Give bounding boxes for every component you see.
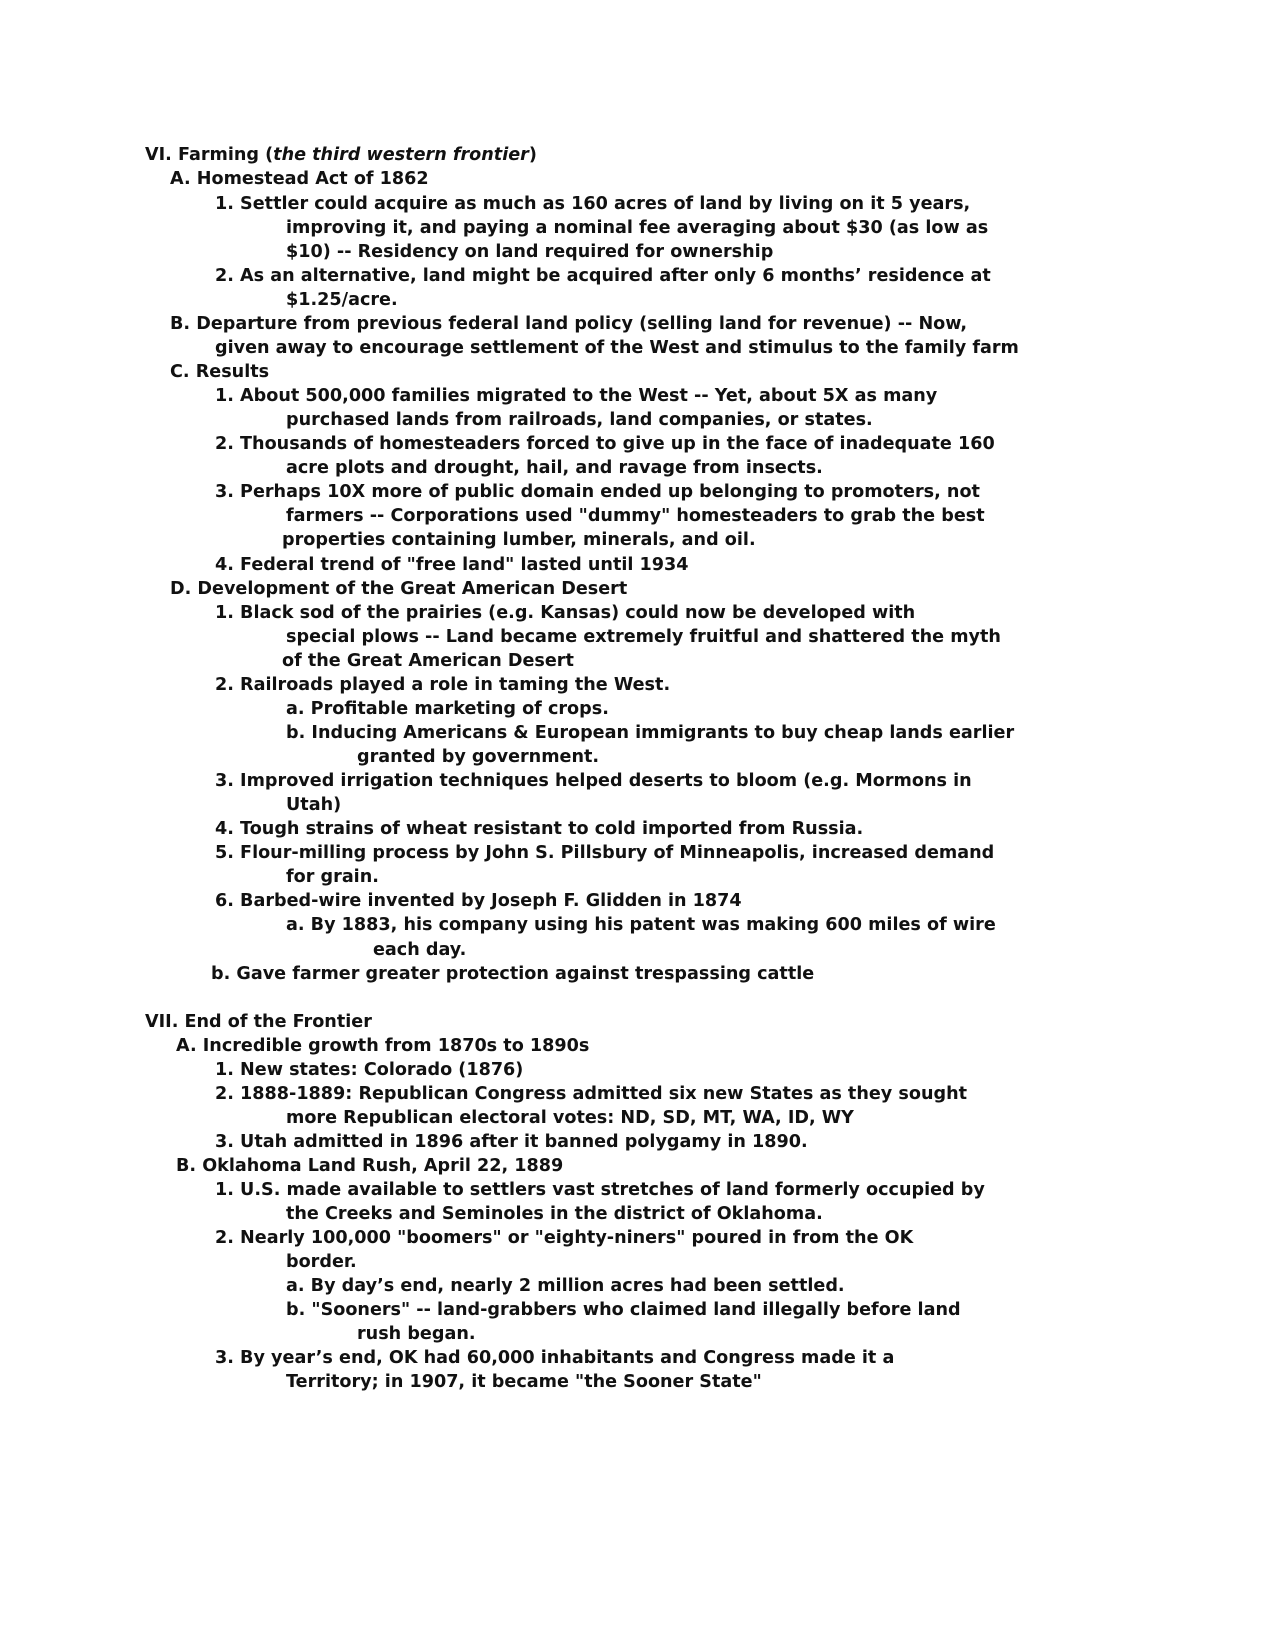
outline-item: 1. About 500,000 families migrated to the West -- Yet, about 5X as many <box>215 386 938 406</box>
outline-item: B. Oklahoma Land Rush, April 22, 1889 <box>176 1156 564 1176</box>
outline-item-continuation: for grain. <box>286 867 379 887</box>
outline-item-continuation: the Creeks and Seminoles in the district of Oklahoma. <box>286 1204 823 1224</box>
outline-item: 3. Improved irrigation techniques helped deserts to bloom (e.g. Mormons in <box>215 771 972 791</box>
outline-item: b. Gave farmer greater protection against trespassing cattle <box>211 964 815 984</box>
outline-item: 2. Railroads played a role in taming the West. <box>215 675 671 695</box>
outline-item-continuation: border. <box>286 1252 357 1272</box>
outline-item: 1. Settler could acquire as much as 160 acres of land by living on it 5 years, <box>215 194 971 214</box>
outline-item-continuation: of the Great American Desert <box>282 651 574 671</box>
outline-item: A. Incredible growth from 1870s to 1890s <box>176 1036 590 1056</box>
outline-item-continuation: farmers -- Corporations used "dummy" homesteaders to grab the best <box>286 506 985 526</box>
outline-item: A. Homestead Act of 1862 <box>170 169 429 189</box>
outline-item-continuation: Utah) <box>286 795 342 815</box>
outline-item: a. Profitable marketing of crops. <box>286 699 609 719</box>
outline-item: 3. Perhaps 10X more of public domain ended up belonging to promoters, not <box>215 482 980 502</box>
outline-item-continuation: rush began. <box>357 1324 476 1344</box>
outline-item-continuation: more Republican electoral votes: ND, SD, MT, WA, ID, WY <box>286 1108 854 1128</box>
outline-item: 3. Utah admitted in 1896 after it banned polygamy in 1890. <box>215 1132 808 1152</box>
heading-italic-text: the third western frontier <box>273 145 529 165</box>
outline-item: b. "Sooners" -- land-grabbers who claimed land illegally before land <box>286 1300 961 1320</box>
outline-item-continuation: given away to encourage settlement of the West and stimulus to the family farm <box>215 338 1019 358</box>
outline-item: 5. Flour-milling process by John S. Pillsbury of Minneapolis, increased demand <box>215 843 995 863</box>
outline-item-continuation: improving it, and paying a nominal fee averaging about $30 (as low as <box>286 218 989 238</box>
outline-item-continuation: properties containing lumber, minerals, and oil. <box>282 530 756 550</box>
outline-item: 2. Thousands of homesteaders forced to give up in the face of inadequate 160 <box>215 434 995 454</box>
outline-item: b. Inducing Americans & European immigrants to buy cheap lands earlier <box>286 723 1015 743</box>
outline-item: 1. Black sod of the prairies (e.g. Kansas) could now be developed with <box>215 603 916 623</box>
outline-item-continuation: $1.25/acre. <box>286 290 398 310</box>
outline-item-continuation: Territory; in 1907, it became "the Sooner State" <box>286 1372 762 1392</box>
heading-text: ) <box>528 145 537 165</box>
outline-item: C. Results <box>170 362 270 382</box>
outline-item-continuation: each day. <box>373 940 467 960</box>
outline-item: 2. 1888-1889: Republican Congress admitted six new States as they sought <box>215 1084 968 1104</box>
outline-item: 1. New states: Colorado (1876) <box>215 1060 524 1080</box>
section-heading-vi <box>145 144 537 166</box>
heading-text: VI. Farming ( <box>145 145 274 165</box>
outline-item: 1. U.S. made available to settlers vast stretches of land formerly occupied by <box>215 1180 985 1200</box>
outline-item: 4. Federal trend of "free land" lasted until 1934 <box>215 555 689 575</box>
outline-item: 3. By year’s end, OK had 60,000 inhabitants and Congress made it a <box>215 1348 895 1368</box>
outline-item: 4. Tough strains of wheat resistant to cold imported from Russia. <box>215 819 864 839</box>
outline-item: B. Departure from previous federal land policy (selling land for revenue) -- Now, <box>170 314 968 334</box>
outline-item-continuation: acre plots and drought, hail, and ravage from insects. <box>286 458 823 478</box>
outline-item-continuation: $10) -- Residency on land required for ownership <box>286 242 774 262</box>
outline-item-continuation: special plows -- Land became extremely fruitful and shattered the myth <box>286 627 1001 647</box>
outline-item: D. Development of the Great American Desert <box>170 579 628 599</box>
outline-item: a. By day’s end, nearly 2 million acres had been settled. <box>286 1276 845 1296</box>
section-heading-vii: VII. End of the Frontier <box>145 1012 372 1032</box>
outline-item-continuation: purchased lands from railroads, land companies, or states. <box>286 410 873 430</box>
outline-item: 2. As an alternative, land might be acquired after only 6 months’ residence at <box>215 266 991 286</box>
outline-item: 6. Barbed-wire invented by Joseph F. Glidden in 1874 <box>215 891 742 911</box>
outline-item: a. By 1883, his company using his patent was making 600 miles of wire <box>286 915 996 935</box>
outline-item: 2. Nearly 100,000 "boomers" or "eighty-niners" poured in from the OK <box>215 1228 914 1248</box>
outline-item-continuation: granted by government. <box>357 747 600 767</box>
